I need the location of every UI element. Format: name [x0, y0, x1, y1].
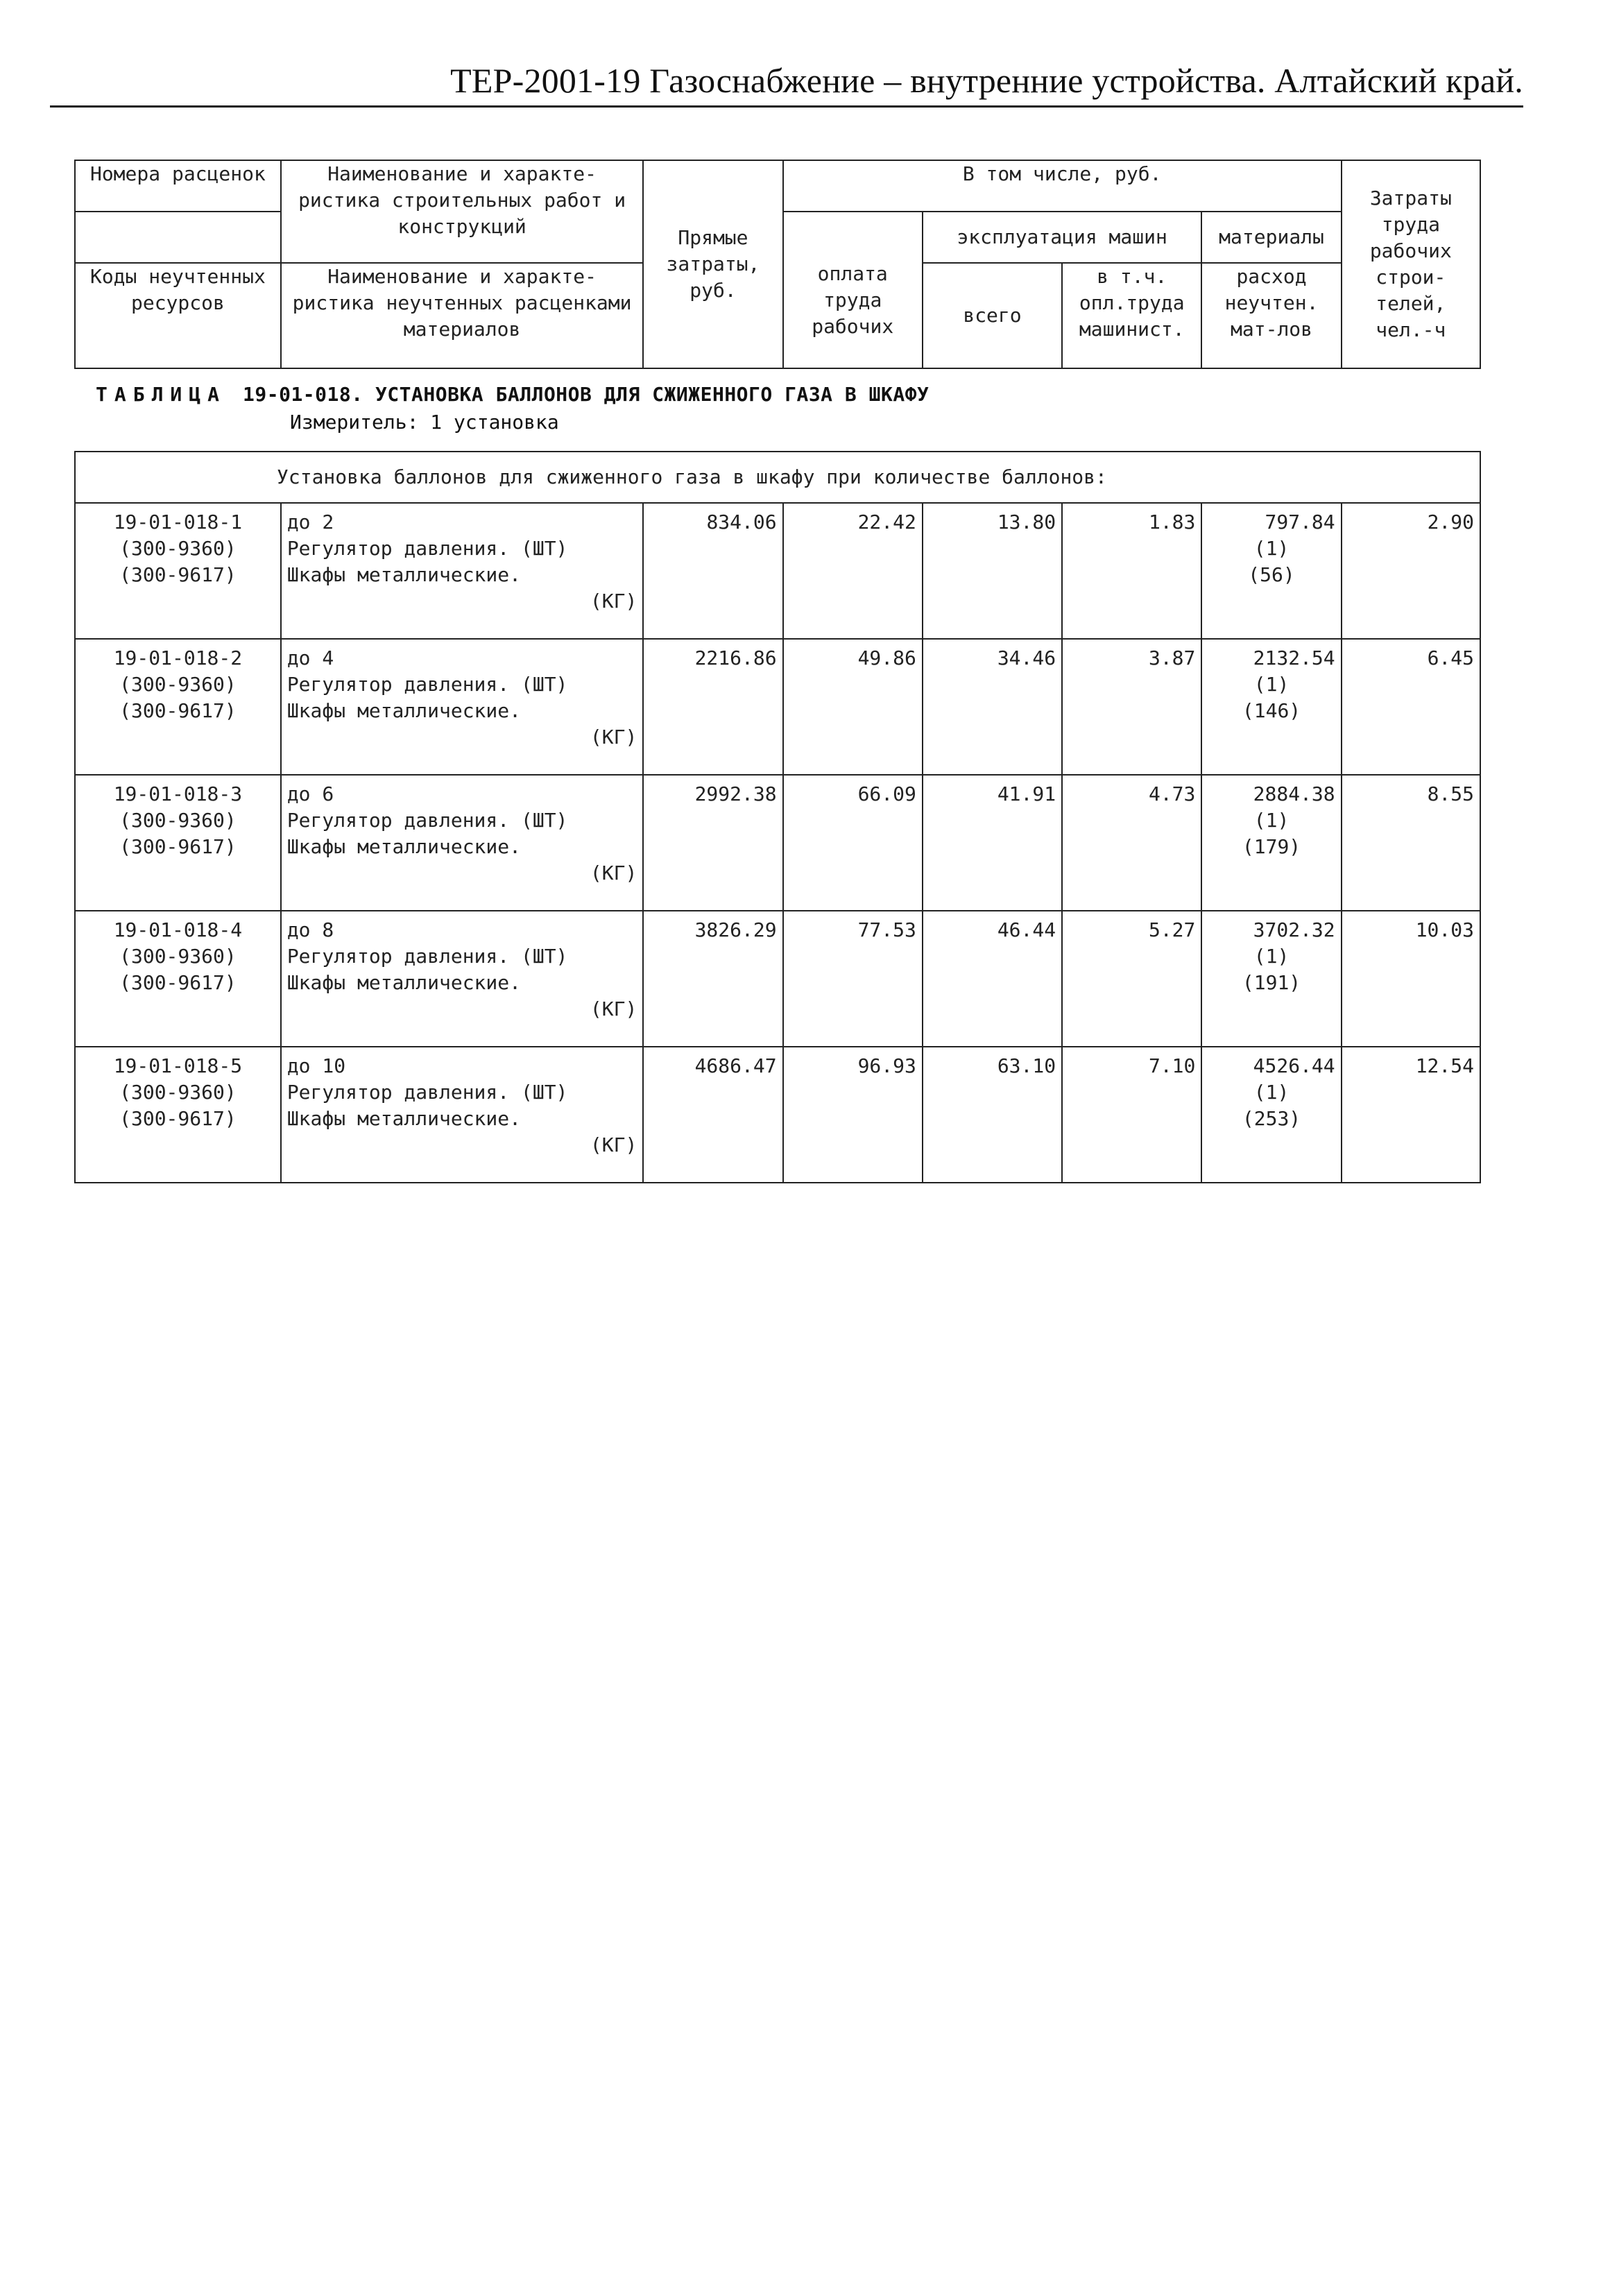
resource-code: (300-9360) — [119, 1081, 237, 1104]
labor-hours-cell — [1342, 775, 1480, 911]
page-header-title: ТЕР-2001-19 Газоснабжение – внутренние устройства. Алтайский край. — [450, 61, 1523, 100]
machinist-pay-cell — [1062, 775, 1201, 911]
direct-cost: 4686.47 — [694, 1054, 777, 1077]
direct-cost: 2216.86 — [694, 646, 777, 669]
direct-cost-cell — [643, 639, 782, 775]
material-quantity: (1) — [1253, 537, 1290, 560]
rates-table — [74, 451, 1481, 1183]
materials-cost: 4526.44 — [1253, 1054, 1335, 1077]
material-unit: (КГ) — [590, 1133, 637, 1156]
machinist-pay-cell — [1062, 639, 1201, 775]
resource-code: (300-9360) — [119, 945, 237, 968]
material-quantity: (253) — [1242, 1107, 1301, 1130]
material-quantity: (1) — [1253, 1081, 1290, 1104]
materials-cost: 2884.38 — [1253, 782, 1335, 805]
work-name: до 8 — [286, 918, 334, 941]
labor-hours: 2.90 — [1427, 511, 1474, 533]
machinist-pay-cell — [1062, 911, 1201, 1047]
direct-cost-cell — [643, 1047, 782, 1183]
rate-code-cell — [75, 911, 281, 1047]
material-item: Шкафы металлические. — [286, 971, 521, 994]
table-row — [75, 639, 1480, 775]
direct-cost-cell — [643, 503, 782, 639]
material-item: Шкафы металлические. — [286, 699, 521, 722]
rate-code: 19-01-018-3 — [113, 782, 243, 805]
materials-cost: 2132.54 — [1253, 646, 1335, 669]
table-row — [75, 503, 1480, 639]
work-name: до 10 — [286, 1054, 346, 1077]
column-header-table — [74, 160, 1481, 369]
labor-hours: 6.45 — [1427, 646, 1474, 669]
header-work-name: Наименование и характе-ристика строительных работ и конструкций — [281, 160, 644, 263]
resource-code: (300-9617) — [119, 971, 237, 994]
rates-body — [75, 452, 1480, 1183]
material-item: Регулятор давления. (ШТ) — [286, 673, 568, 696]
labor-pay: 49.86 — [857, 646, 916, 669]
header-including-group: В том числе, руб. — [783, 160, 1342, 212]
materials-cell — [1201, 1047, 1341, 1183]
labor-pay: 66.09 — [857, 782, 916, 805]
labor-pay-cell — [783, 1047, 923, 1183]
labor-pay-cell — [783, 503, 923, 639]
labor-pay: 96.93 — [857, 1054, 916, 1077]
header-resource-codes: Коды неучтенных ресурсов — [75, 263, 281, 368]
page-header — [50, 55, 1523, 108]
resource-code: (300-9360) — [119, 537, 237, 560]
material-unit: (КГ) — [590, 997, 637, 1020]
labor-pay: 77.53 — [857, 918, 916, 941]
machines-total-cell — [923, 503, 1062, 639]
machines-total-cell — [923, 911, 1062, 1047]
table-caption-text: 19-01-018. УСТАНОВКА БАЛЛОНОВ ДЛЯ СЖИЖЕННОГО ГАЗА В ШКАФУ — [243, 383, 930, 406]
work-name-cell — [281, 503, 644, 639]
material-item: Регулятор давления. (ШТ) — [286, 809, 568, 832]
section-title: Установка баллонов для сжиженного газа в шкафу при количестве баллонов: — [75, 452, 1480, 503]
rate-code-cell — [75, 503, 281, 639]
rate-code-cell — [75, 775, 281, 911]
labor-hours: 12.54 — [1415, 1054, 1474, 1077]
machines-total-cell — [923, 639, 1062, 775]
resource-code: (300-9617) — [119, 563, 237, 586]
machinist-pay-cell — [1062, 503, 1201, 639]
header-materials: материалы — [1201, 212, 1341, 263]
material-quantity: (1) — [1253, 809, 1290, 832]
labor-hours-cell — [1342, 639, 1480, 775]
direct-cost-cell — [643, 911, 782, 1047]
machines-total: 13.80 — [997, 511, 1056, 533]
table-caption — [96, 383, 1469, 406]
table-row — [75, 911, 1480, 1047]
machinist-pay: 4.73 — [1148, 782, 1196, 805]
resource-code: (300-9617) — [119, 1107, 237, 1130]
materials-cell — [1201, 775, 1341, 911]
table-row — [75, 775, 1480, 911]
materials-cell — [1201, 503, 1341, 639]
material-quantity: (1) — [1253, 673, 1290, 696]
machines-total: 46.44 — [997, 918, 1056, 941]
work-name: до 6 — [286, 782, 334, 805]
direct-cost: 3826.29 — [694, 918, 777, 941]
machinist-pay: 7.10 — [1148, 1054, 1196, 1077]
resource-code: (300-9360) — [119, 809, 237, 832]
material-item: Шкафы металлические. — [286, 563, 521, 586]
labor-pay-cell — [783, 775, 923, 911]
work-name-cell — [281, 911, 644, 1047]
material-unit: (КГ) — [590, 862, 637, 884]
materials-cell — [1201, 639, 1341, 775]
direct-cost: 834.06 — [706, 511, 777, 533]
header-rate-numbers: Номера расценок — [75, 160, 281, 212]
resource-code: (300-9617) — [119, 699, 237, 722]
material-item: Шкафы металлические. — [286, 835, 521, 858]
material-quantity: (1) — [1253, 945, 1290, 968]
header-machines: эксплуатация машин — [923, 212, 1202, 263]
material-item: Регулятор давления. (ШТ) — [286, 1081, 568, 1104]
work-name-cell — [281, 775, 644, 911]
header-material-usage: расход неучтен. мат-лов — [1201, 263, 1341, 368]
machinist-pay: 1.83 — [1148, 511, 1196, 533]
direct-cost: 2992.38 — [694, 782, 777, 805]
rate-code: 19-01-018-1 — [113, 511, 243, 533]
material-quantity: (146) — [1242, 699, 1301, 722]
rate-code: 19-01-018-5 — [113, 1054, 243, 1077]
material-item: Регулятор давления. (ШТ) — [286, 945, 568, 968]
table-caption-prefix: ТАБЛИЦА — [96, 383, 227, 406]
work-name-cell — [281, 1047, 644, 1183]
material-item: Регулятор давления. (ШТ) — [286, 537, 568, 560]
work-name-cell — [281, 639, 644, 775]
resource-code: (300-9360) — [119, 673, 237, 696]
header-labor-pay: оплата труда рабочих — [783, 212, 923, 368]
material-item: Шкафы металлические. — [286, 1107, 521, 1130]
labor-hours-cell — [1342, 911, 1480, 1047]
labor-pay-cell — [783, 911, 923, 1047]
table-row — [75, 1047, 1480, 1183]
machinist-pay: 3.87 — [1148, 646, 1196, 669]
machines-total: 34.46 — [997, 646, 1056, 669]
material-unit: (КГ) — [590, 726, 637, 748]
measure-unit: Измеритель: 1 установка — [290, 411, 559, 434]
work-name: до 4 — [286, 646, 334, 669]
machines-total-cell — [923, 1047, 1062, 1183]
header-rate-numbers-spacer — [75, 212, 281, 263]
labor-hours: 8.55 — [1427, 782, 1474, 805]
rate-code-cell — [75, 1047, 281, 1183]
materials-cell — [1201, 911, 1341, 1047]
header-machines-total: всего — [923, 263, 1062, 368]
machinist-pay-cell — [1062, 1047, 1201, 1183]
machinist-pay: 5.27 — [1148, 918, 1196, 941]
machines-total: 63.10 — [997, 1054, 1056, 1077]
material-quantity: (179) — [1242, 835, 1301, 858]
material-unit: (КГ) — [590, 590, 637, 612]
direct-cost-cell — [643, 775, 782, 911]
material-quantity: (191) — [1242, 971, 1301, 994]
labor-pay: 22.42 — [857, 511, 916, 533]
labor-hours-cell — [1342, 503, 1480, 639]
rate-code-cell — [75, 639, 281, 775]
labor-hours: 10.03 — [1415, 918, 1474, 941]
labor-pay-cell — [783, 639, 923, 775]
header-machinist-pay: в т.ч. опл.труда машинист. — [1062, 263, 1201, 368]
header-materials-name: Наименование и характе-ристика неучтенных расценками материалов — [281, 263, 644, 368]
header-labor-hours: Затраты труда рабочих строи-телей, чел.-ч — [1342, 160, 1480, 368]
materials-cost: 3702.32 — [1253, 918, 1335, 941]
section-row — [75, 452, 1480, 503]
rate-code: 19-01-018-4 — [113, 918, 243, 941]
rate-code: 19-01-018-2 — [113, 646, 243, 669]
machines-total-cell — [923, 775, 1062, 911]
material-quantity: (56) — [1248, 563, 1295, 586]
labor-hours-cell — [1342, 1047, 1480, 1183]
resource-code: (300-9617) — [119, 835, 237, 858]
header-direct-costs: Прямые затраты, руб. — [643, 160, 782, 368]
machines-total: 41.91 — [997, 782, 1056, 805]
materials-cost: 797.84 — [1265, 511, 1335, 533]
work-name: до 2 — [286, 511, 334, 533]
